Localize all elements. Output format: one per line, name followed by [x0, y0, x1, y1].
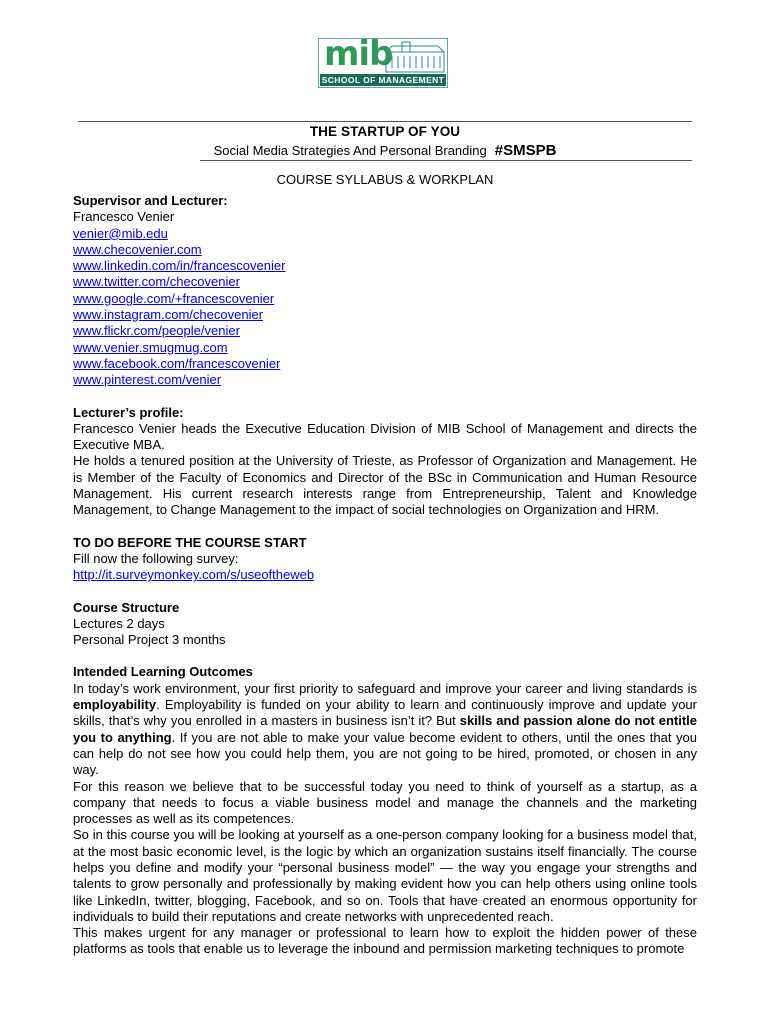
contact-link-twitter[interactable]: www.twitter.com/checovenier — [73, 274, 240, 290]
contact-link-instagram[interactable]: www.instagram.com/checovenier — [73, 307, 264, 323]
contact-link-website[interactable]: www.checovenier.com — [73, 241, 202, 257]
structure-project: Personal Project 3 months — [73, 632, 226, 648]
outcomes-p1-text-e: . If you are not able to make your value become evident to others, until the ones that you can help do not see how you could help them, you are not going to be hired, promoted, or chosen in any way. — [73, 729, 697, 778]
contact-link-linkedin[interactable]: www.linkedin.com/in/francescovenier — [73, 258, 286, 274]
profile-paragraph-1: Francesco Venier heads the Executive Education Division of MIB School of Management and directs the Executive MBA. — [73, 420, 697, 453]
todo-text: Fill now the following survey: — [73, 550, 239, 566]
contact-link-facebook[interactable]: www.facebook.com/francescovenier — [73, 355, 281, 371]
outcomes-p1-bold-employability: employability — [73, 697, 157, 713]
todo-heading: TO DO BEFORE THE COURSE START — [73, 534, 307, 550]
profile-heading: Lecturer’s profile: — [73, 404, 184, 420]
document-subtitle — [0, 142, 770, 159]
outcomes-p1-text-c: . Employability is funded on your ability to learn and continuously improve and update your skills, that’s why you enrolled in a masters in business isn’t it? But — [73, 697, 697, 729]
mib-logo — [318, 34, 448, 88]
outcomes-paragraph-2: For this reason we believe that to be successful today you need to think of yourself as a startup, as a company that needs to focus a viable business model and manage the channels and the marketing processes as well as its competences. — [73, 778, 697, 827]
outcomes-paragraph-1 — [73, 681, 697, 779]
outcomes-paragraph-4: This makes urgent for any manager or professional to learn how to exploit the hidden power of these platforms as tools that enable us to leverage the inbound and permission marketing techniques to promote — [73, 925, 697, 957]
logo-letters: mib — [324, 34, 393, 74]
outcomes-heading: Intended Learning Outcomes — [73, 664, 253, 680]
structure-lectures: Lectures 2 days — [73, 615, 165, 631]
contact-link-flickr[interactable]: www.flickr.com/people/venier — [73, 323, 240, 339]
header-rule-subtitle — [200, 160, 692, 161]
profile-paragraph-2: He holds a tenured position at the University of Trieste, as Professor of Organization and Management. He is Member of the Faculty of Economics and Director of the BSc in Communication and Human Resource Management. His current research interests range from Entrepreneurship, Talent and Knowledge Management, to Change Management to the impact of social technologies on Organization and HRM. — [73, 453, 697, 518]
subtitle-text: Social Media Strategies And Personal Branding — [213, 143, 487, 158]
contact-link-google[interactable]: www.google.com/+francescovenier — [73, 290, 275, 306]
survey-link[interactable]: http://it.surveymonkey.com/s/useoftheweb — [73, 567, 315, 583]
hashtag: #SMSPB — [494, 142, 557, 159]
contact-link-smugmug[interactable]: www.venier.smugmug.com — [73, 339, 228, 355]
document-body — [73, 193, 697, 958]
outcomes-p1-bold-skills: skills and passion alone do not entitle you to anything — [73, 713, 697, 745]
contact-link-email[interactable]: venier@mib.edu — [73, 225, 168, 241]
header-rule-top — [78, 121, 692, 122]
contact-link-pinterest[interactable]: www.pinterest.com/venier — [73, 372, 222, 388]
supervisor-heading: Supervisor and Lecturer: — [73, 193, 228, 208]
logo-banner-text: SCHOOL OF MANAGEMENT — [321, 75, 445, 85]
supervisor-name: Francesco Venier — [73, 209, 175, 225]
outcomes-paragraph-3: So in this course you will be looking at yourself as a one-person company looking for a business model that, at the most basic economic level, is the logic by which an organization sustains itself financially. The course helps you define and modify your “personal business model” — the way you engage your strengths and talents to grow personally and professionally by making evident how you can help others using online tools like LinkedIn, twitter, blogging, Facebook, and so on. Tools that have created an enormous opportunity for individuals to build their reputations and create networks with unprecedented reach. — [73, 827, 697, 924]
structure-heading: Course Structure — [73, 599, 180, 615]
syllabus-heading: COURSE SYLLABUS & WORKPLAN — [276, 172, 494, 187]
outcomes-p1-text-a: In today’s work environment, your first priority to safeguard and improve your career and living standards is — [73, 680, 697, 696]
document-title: THE STARTUP OF YOU — [309, 124, 461, 139]
